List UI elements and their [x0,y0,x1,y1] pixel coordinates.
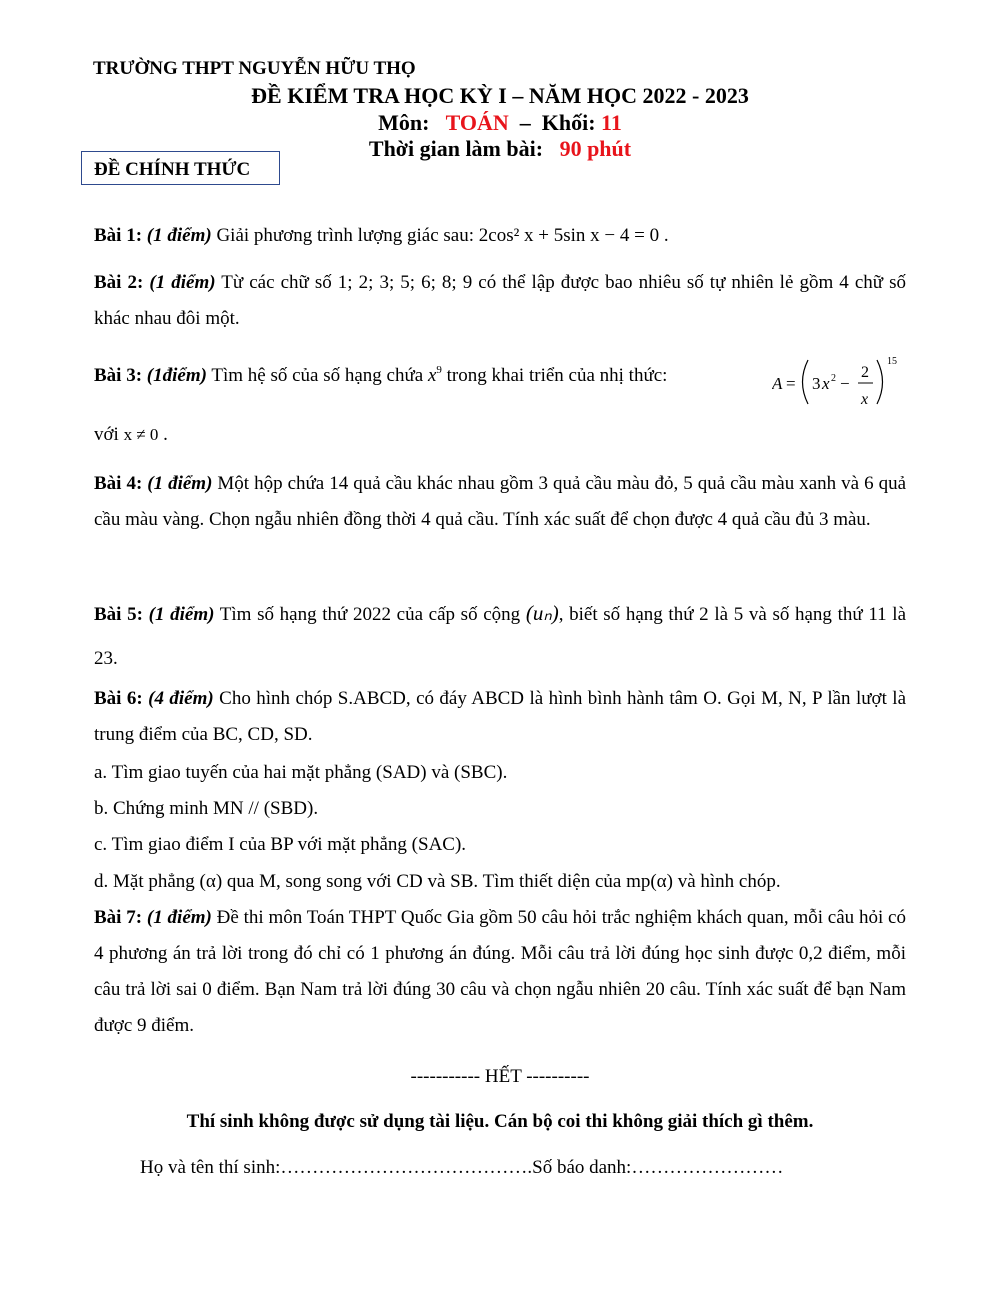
problem-4 [94,466,906,538]
svg-text:2: 2 [831,373,836,384]
grade-value: 11 [601,110,622,135]
exam-title: ĐỀ KIỂM TRA HỌC KỲ I – NĂM HỌC 2022 - 2023 [251,83,749,108]
svg-text:3: 3 [812,374,821,393]
school-name: TRƯỜNG THPT NGUYỄN HỮU THỌ [93,58,416,79]
grade-label: Khối: [541,110,596,135]
equation: 2cos² x + 5sin x − 4 = 0 [478,225,660,246]
official-exam-badge: ĐỀ CHÍNH THỨC [81,151,280,185]
subject-dash: – [519,110,531,135]
problem-label: Bài 2: [94,272,144,293]
subject-value: TOÁN [445,110,509,135]
problem-points: (1 điểm) [146,907,212,928]
problem-label: Bài 6: [94,688,143,709]
time-label: Thời gian làm bài: [368,136,544,161]
subject-label: Môn: [378,110,430,135]
problem-text: Cho hình chóp S.ABCD, có đáy ABCD là hình bình hành tâm O. Gọi M, N, P lần lượt là trung điểm của BC, CD, SD. [94,688,906,745]
problem-3 [94,365,667,387]
svg-text:−: − [840,374,850,393]
binomial-formula [772,352,902,412]
problem-text-2: trong khai triển của nhị thức: [446,365,668,386]
problem-label: Bài 3: [94,365,143,386]
problem-text: Đề thi môn Toán THPT Quốc Gia gồm 50 câu hỏi trắc nghiệm khách quan, mỗi câu hỏi có 4 phương án trả lời trong đó chỉ có 1 phương án đúng. Mỗi câu trả lời đúng học sinh được 0,2 điểm, mỗi câu trả lời sai 0 điểm. Bạn Nam trả lời đúng 30 câu và chọn ngẫu nhiên 20 câu. Tính xác suất để bạn Nam được 9 điểm. [94,907,906,1036]
problem-6-part-c: c. Tìm giao điểm I của BP với mặt phẳng (SAC). [94,834,467,855]
svg-text:x: x [822,374,830,393]
problem-text: Tìm số hạng thứ 2022 của cấp số cộng [214,604,526,625]
svg-text:=: = [786,374,796,393]
sequence-symbol: (uₙ) [525,601,559,625]
end-marker: ----------- HẾT ---------- [410,1066,590,1087]
problem-points: (1 điểm) [146,225,212,246]
svg-text:x: x [861,391,869,408]
problem-6-part-a: a. Tìm giao tuyến của hai mặt phẳng (SAD) và (SBC). [94,762,508,783]
problem-points: (1 điểm) [147,473,213,494]
condition-prefix: với [94,424,119,445]
problem-7 [94,900,906,1044]
problem-5 [94,591,906,681]
problem-label: Bài 5: [94,604,143,625]
problem-3-condition [94,424,168,446]
svg-text:2: 2 [861,364,869,381]
candidate-info-line: Họ và tên thí sinh:………………………………….Số báo danh:…………………… [140,1157,784,1178]
problem-text: Một hộp chứa 14 quả cầu khác nhau gồm 3 quả cầu màu đỏ, 5 quả cầu màu xanh và 6 quả cầu màu vàng. Chọn ngẫu nhiên đồng thời 4 quả cầu. Tính xác suất để chọn được 4 quả cầu đủ 3 màu. [94,473,907,530]
problem-label: Bài 4: [94,473,143,494]
problem-text: Từ các chữ số 1; 2; 3; 5; 6; 8; 9 có thể lập được bao nhiêu số tự nhiên lẻ gồm 4 chữ số khác nhau đôi một. [94,272,906,329]
problem-1 [94,218,906,254]
problem-text: Giải phương trình lượng giác sau: [211,225,479,246]
problem-6-part-d: d. Mặt phẳng (α) qua M, song song với CD và SB. Tìm thiết diện của mp(α) và hình chóp. [94,871,781,892]
condition-math: x ≠ 0 [123,425,159,444]
power-exponent: 9 [436,364,442,376]
power-variable: x [427,365,437,386]
problem-points: (1 điểm) [148,604,215,625]
problem-2 [94,265,906,337]
svg-text:A: A [772,374,783,393]
subject-line [0,110,1000,136]
problem-label: Bài 1: [94,225,143,246]
problem-points: (1điểm) [146,365,207,386]
svg-text:15: 15 [887,356,897,367]
problem-points: (4 điểm) [148,688,214,709]
problem-tail: . [659,225,669,246]
problem-text: Tìm hệ số của số hạng chứa [206,365,428,386]
problem-6 [94,681,906,753]
exam-note: Thí sinh không được sử dụng tài liệu. Cán bộ coi thi không giải thích gì thêm. [186,1111,814,1132]
problem-text-2: , biết số hạng thứ 2 là 5 và số hạng thứ 11 là 23. [94,604,907,669]
problem-points: (1 điểm) [149,272,216,293]
problem-label: Bài 7: [94,907,143,928]
condition-tail: . [158,424,168,445]
problem-6-part-b: b. Chứng minh MN // (SBD). [94,798,319,819]
time-value: 90 phút [559,136,632,161]
